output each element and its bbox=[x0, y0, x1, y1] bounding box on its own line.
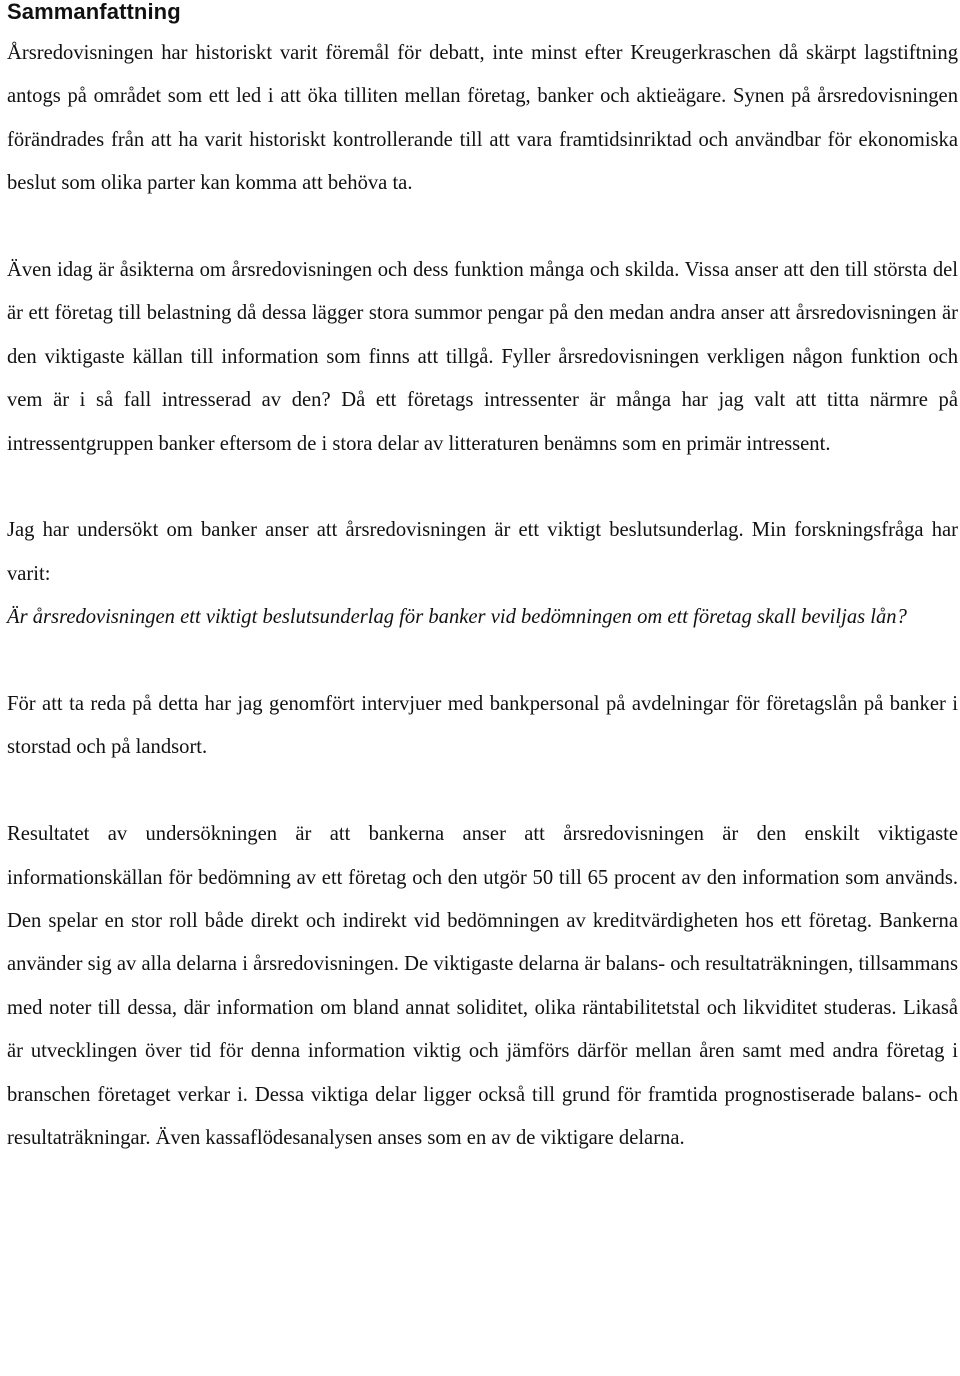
paragraph-gap bbox=[7, 770, 958, 813]
paragraph-gap bbox=[7, 640, 958, 683]
paragraph-opinions: Även idag är åsikterna om årsredovisningen och dess funktion många och skilda. Vissa anser att den till största del är ett företag till belastning då dessa lägger stora summor pengar på den medan andra anser att årsredovisningen är den viktigaste källan till information som finns att tillgå. Fyller årsredovisningen verkligen någon funktion och vem är i så fall intresserad av den? Då ett företags intressenter är många har jag valt att titta närmre på intressentgruppen banker eftersom de i stora delar av litteraturen benämns som en primär intressent. bbox=[7, 259, 958, 455]
paragraph-research-intro: Jag har undersökt om banker anser att årsredovisningen är ett viktigt beslutsunderlag. Min forskningsfråga har varit: bbox=[7, 519, 958, 585]
paragraph-background: Årsredovisningen har historiskt varit föremål för debatt, inte minst efter Kreugerkraschen då skärpt lagstiftning antogs på området som ett led i att öka tilliten mellan företag, banker och aktieägare. Synen på årsredovisningen förändrades från att ha varit historiskt kontrollerande till att vara framtidsinriktad och användbar för ekonomiska beslut som olika parter kan komma att behöva ta. bbox=[7, 42, 958, 195]
paragraph-method: För att ta reda på detta har jag genomfört intervjuer med bankpersonal på avdelningar för företagslån på banker i storstad och på landsort. bbox=[7, 693, 958, 759]
section-heading: Sammanfattning bbox=[7, 0, 181, 24]
paragraph-results: Resultatet av undersökningen är att bankerna anser att årsredovisningen är den enskilt viktigaste informationskällan för bedömning av ett företag och den utgör 50 till 65 procent av den information som används. Den spelar en stor roll både direkt och indirekt vid bedömningen av kreditvärdigheten hos ett företag. Bankerna använder sig av alla delarna i årsredovisningen. De viktigaste delarna är balans- och resultaträkningen, tillsammans med noter till dessa, där information om bland annat soliditet, olika räntabilitetstal och likviditet studeras. Likaså är utvecklingen över tid för denna information viktig och jämförs därför mellan åren samt med andra företag i branschen företaget verkar i. Dessa viktiga delar ligger också till grund för framtida prognostiserade balans- och resultaträkningar. Även kassaflödesanalysen anses som en av de viktigare delarna. bbox=[7, 823, 958, 1150]
research-question: Är årsredovisningen ett viktigt beslutsunderlag för banker vid bedömningen om ett företag skall beviljas lån? bbox=[7, 606, 907, 629]
document-page bbox=[7, 0, 958, 1161]
paragraph-gap bbox=[7, 466, 958, 509]
paragraph-gap bbox=[7, 206, 958, 249]
